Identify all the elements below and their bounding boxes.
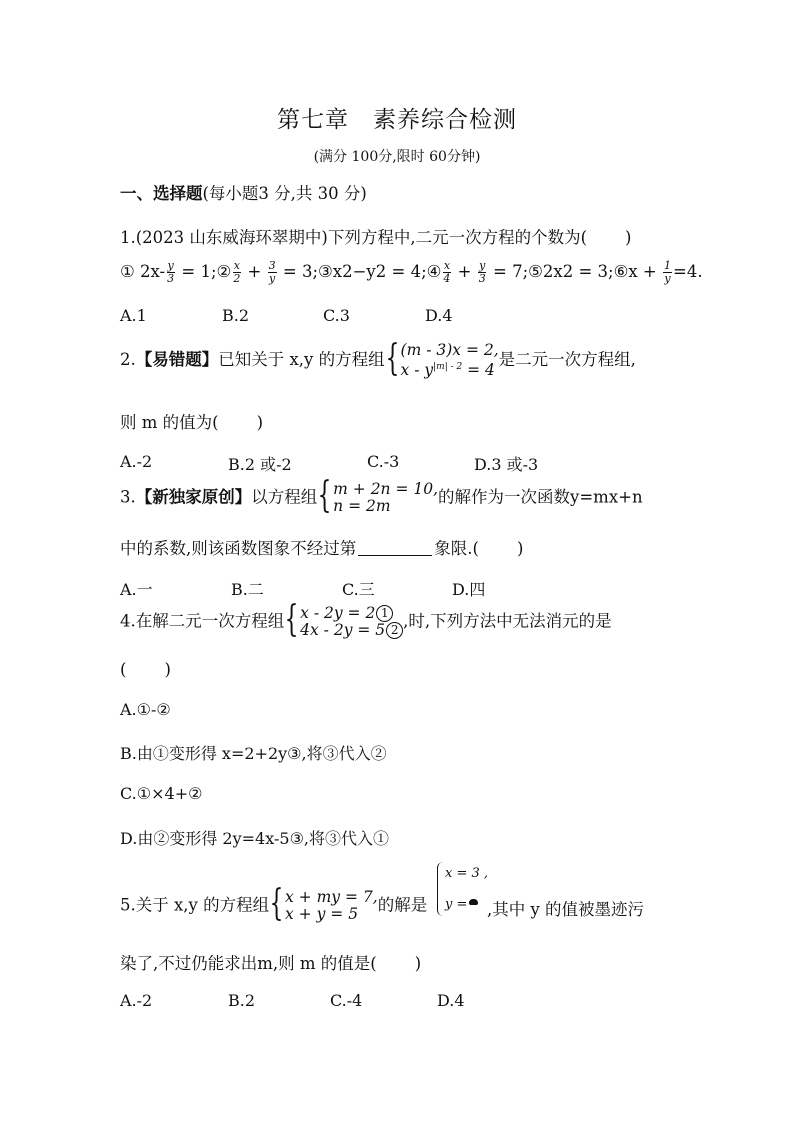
- q1-stem-text: 1.(2023 山东威海环翠期中)下列方程中,二元一次方程的个数为(: [120, 228, 588, 247]
- q2-system: { (m - 3)x = 2, $x - y^{|m| - 2} = 4$: [385, 337, 499, 379]
- q5-stem: [120, 883, 428, 924]
- q2-line-b-text: 则 m 的值为(: [120, 413, 219, 432]
- q4-option-c[interactable]: C.①×4+②: [120, 784, 203, 803]
- q3-option-d[interactable]: D.四: [452, 580, 486, 599]
- q3-line-b-close: ): [516, 539, 524, 558]
- q1-frac-d: $\frac{1}{y}$: [664, 259, 671, 285]
- q1-stem-close: ): [625, 228, 632, 247]
- q5-option-d[interactable]: D.4: [437, 991, 465, 1010]
- q3-line-b: [120, 535, 523, 559]
- q5-option-b[interactable]: B.2: [228, 991, 256, 1010]
- q1-frac-c1: $\frac{x}{4}$: [443, 259, 451, 285]
- q3-post: 的解作为一次函数y=mx+n: [438, 487, 643, 507]
- q5-solution-x: x = 3 ,: [445, 866, 489, 881]
- q1-eq-b-mid: +: [242, 262, 267, 281]
- q4-mark-2: 2: [386, 622, 403, 639]
- q1-eq-b-tail: = 3;③x2−y2 = 4;④: [277, 262, 442, 281]
- q5-mid: 的解是: [377, 895, 428, 915]
- q5-option-a[interactable]: A.-2: [120, 991, 153, 1010]
- q4-system: { x - 2y = 2 1 4x - 2y = 5 2: [284, 604, 403, 640]
- q4-post: ,时,下列方法中无法消元的是: [403, 611, 612, 631]
- q4-pre: 4.在解二元一次方程组: [120, 611, 285, 631]
- q3-option-a[interactable]: A.一: [120, 580, 153, 599]
- q4-paren-close: ): [164, 660, 171, 679]
- q2-option-b[interactable]: B.2 或-2: [228, 455, 292, 474]
- q2-option-a[interactable]: A.-2: [120, 452, 153, 471]
- q4-option-a[interactable]: A.①-②: [120, 700, 171, 719]
- q4-system-line2: 4x - 2y = 5 2: [300, 622, 403, 639]
- q3-system-line2: n = 2m: [333, 497, 391, 515]
- ink-blot-icon: [469, 899, 478, 905]
- q1-eq-d-tail: =4.: [673, 262, 703, 281]
- q4-paren: [120, 660, 171, 679]
- q4-option-b[interactable]: B.由①变形得 x=2+2y③,将③代入②: [120, 744, 387, 763]
- q5-option-c[interactable]: C.-4: [330, 991, 363, 1010]
- section-heading: [120, 180, 367, 204]
- q1-frac-c2: $\frac{y}{3}$: [478, 259, 486, 285]
- q3-option-c[interactable]: C.三: [342, 580, 375, 599]
- q4-stem: [120, 599, 612, 640]
- q1-frac-b1: $\frac{x}{2}$: [233, 259, 241, 285]
- q5-system-line1: x + my = 7,: [285, 888, 378, 906]
- q1-eq-a-tail: = 1;②: [176, 262, 232, 281]
- section-heading-label: 一、选择题: [120, 184, 203, 203]
- q5-post: ,其中 y 的值被墨迹污: [487, 900, 645, 919]
- q2-pre: 已知关于 x,y 的方程组: [218, 350, 385, 369]
- q2-number: 2.: [120, 350, 136, 369]
- q4-paren-open: (: [120, 660, 127, 679]
- q3-system-line1: m + 2n = 10,: [333, 480, 439, 498]
- q1-frac-a: $\frac{y}{3}$: [167, 259, 175, 285]
- q3-number: 3.: [120, 487, 136, 507]
- q1-equations: [120, 260, 703, 285]
- page-subtitle: (满分 100分,限时 60分钟): [313, 149, 481, 165]
- q2-line-b-close: ): [256, 413, 264, 432]
- q3-system: { m + 2n = 10, n = 2m: [317, 475, 439, 516]
- q4-mark-1: 1: [376, 605, 393, 622]
- q5-line-b-close: ): [414, 954, 422, 973]
- q1-stem: [120, 224, 631, 248]
- q2-option-c[interactable]: C.-3: [367, 452, 400, 471]
- q2-post: 是二元一次方程组,: [498, 350, 636, 369]
- q4-system-line1: x - 2y = 2 1: [300, 605, 403, 622]
- q4-option-d[interactable]: D.由②变形得 2y=4x-5③,将③代入①: [120, 829, 389, 848]
- q3-line-b-post: 象限.(: [434, 539, 479, 558]
- q1-eq-c-mid: +: [452, 262, 477, 281]
- q3-pre: 以方程组: [251, 487, 318, 507]
- q2-option-d[interactable]: D.3 或-3: [474, 455, 539, 474]
- q3-answer-blank[interactable]: [358, 555, 432, 556]
- q1-option-a[interactable]: A.1: [120, 306, 147, 325]
- q5-solution-y: y =: [445, 897, 478, 912]
- q2-system-line1: (m - 3)x = 2,: [400, 341, 499, 359]
- q5-line-b-text: 染了,不过仍能求出m,则 m 的值是(: [120, 954, 377, 973]
- q1-option-b[interactable]: B.2: [222, 306, 250, 325]
- q3-option-b[interactable]: B.二: [231, 580, 264, 599]
- q5-pre: 5.关于 x,y 的方程组: [120, 895, 270, 915]
- q5-system: { x + my = 7, x + y = 5: [269, 883, 378, 924]
- q3-stem: [120, 475, 643, 516]
- q2-stem: [120, 337, 636, 379]
- q1-eq-c-tail: = 7;⑤2x2 = 3;⑥x +: [487, 262, 662, 281]
- q2-line-b: [120, 409, 263, 433]
- q1-option-c[interactable]: C.3: [323, 306, 350, 325]
- q5-solution-brace: [437, 862, 444, 916]
- q3-tag: 【新独家原创】: [135, 487, 252, 507]
- section-heading-note: (每小题3 分,共 30 分): [202, 184, 367, 203]
- q5-system-line2: x + y = 5: [285, 905, 359, 923]
- page-title: 第七章 素养综合检测: [277, 107, 517, 133]
- q5-line-b: [120, 950, 421, 974]
- q2-system-line2: $x - y^{|m| - 2} = 4$: [400, 361, 495, 379]
- q2-tag: 【易错题】: [135, 350, 219, 369]
- q1-eq-a: ① 2x-: [120, 262, 166, 281]
- q1-option-d[interactable]: D.4: [425, 306, 453, 325]
- q1-frac-b2: $\frac{3}{y}$: [268, 259, 276, 285]
- q3-line-b-pre: 中的系数,则该函数图象不经过第: [120, 539, 357, 558]
